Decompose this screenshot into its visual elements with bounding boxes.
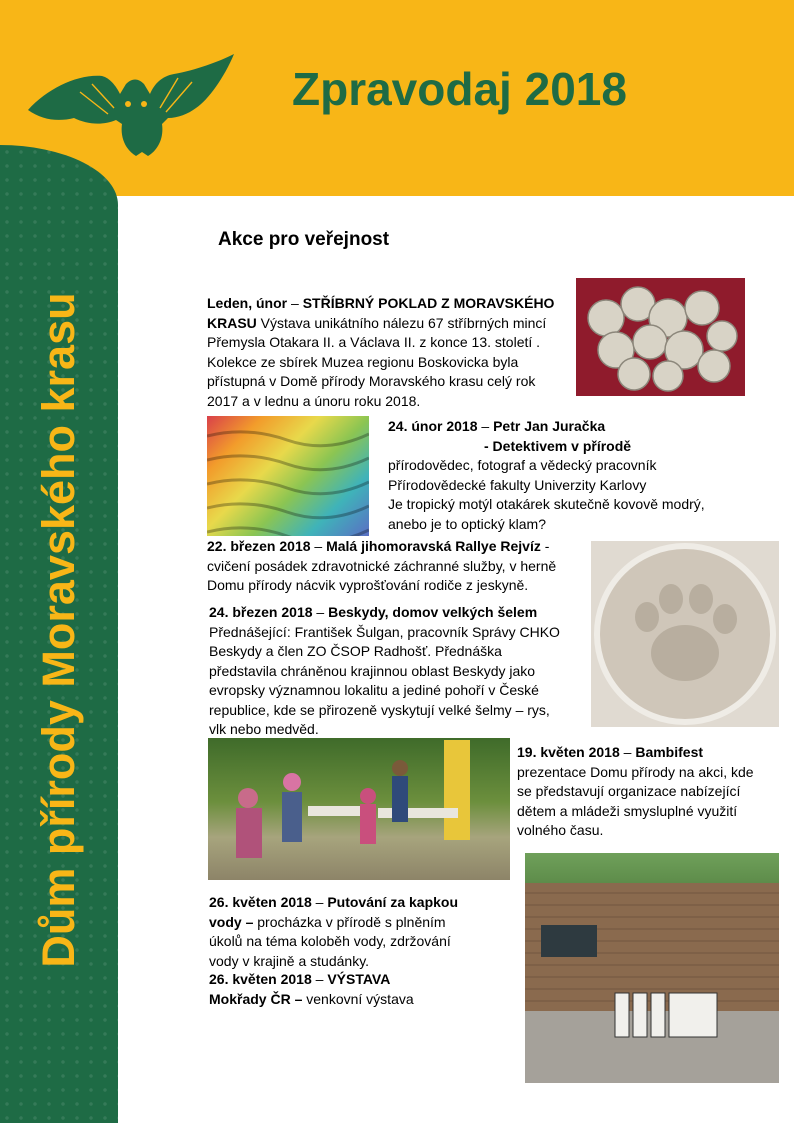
- event-5-date: 19. květen 2018: [517, 744, 620, 760]
- event-4-line: Přednášející: František Šulgan, pracovník Správy CHKO: [209, 623, 560, 640]
- event-1-line: Kolekce ze sbírek Muzea regionu Boskovicka byla: [207, 353, 519, 370]
- event-3-line: cvičení posádek zdravotnické záchranné služby, v herně: [207, 557, 557, 574]
- vertical-title: Dům přírody Moravského krasu: [33, 292, 84, 968]
- event-1-date: Leden, únor: [207, 295, 288, 311]
- event-1-line: Přemysla Otakara II. a Václava II. z konce 13. století .: [207, 334, 541, 350]
- event-1: Leden, únor – STŘÍBRNÝ POKLAD Z MORAVSKÉHO KRASU Výstava unikátního nálezu 67 stříbrných mincí Přemysla Otakara II. a Václava II. z konce 13. století . Kolekce ze sbírek Muzea regionu Boskovicka byla přístupná v Domě přírody Moravského krasu celý rok 2017 a v lednu a únoru roku 2018.: [207, 294, 577, 411]
- event-3-title: Malá jihomoravská Rallye Rejvíz: [326, 538, 541, 554]
- event-2-line: anebo je to optický klam?: [388, 515, 546, 532]
- event-6: 26. květen 2018 – Putování za kapkou vody – procházka v přírodě s plněním úkolů na téma koloběh vody, zdržování vody v krajině a studánky.: [209, 893, 519, 971]
- event-4-line: republice, kde se přirozeně vyskytují velké šelmy – rys,: [209, 701, 550, 718]
- event-2-line: přírodovědec, fotograf a vědecký pracovník: [388, 457, 657, 473]
- event-4-title: Beskydy, domov velkých šelem: [328, 604, 538, 620]
- event-6-date: 26. květen 2018: [209, 894, 312, 910]
- event-1-line: Výstava unikátního nálezu 67 stříbrných mincí: [260, 314, 547, 331]
- event-6-title-cont: vody –: [209, 913, 254, 930]
- event-4-line: představila chráněnou krajinnou oblast Beskydy jako: [209, 662, 536, 679]
- event-4-line: evropsky významnou lokalitu a jediné pohoří v České: [209, 682, 539, 698]
- event-5: 19. květen 2018 – Bambifest prezentace Domu přírody na akci, kde se představují organizace nabízející dětem a mládeži smysluplné využití volného času.: [517, 743, 787, 841]
- event-4: 24. březen 2018 – Beskydy, domov velkých šelem Přednášející: František Šulgan, pracovník Správy CHKO Beskydy a člen ZO ČSOP Radhošť. Přednáška představila chráněnou krajinnou oblast Beskydy jako evropsky významnou lokalitu a jediné pohoří v České republice, kde se přirozeně vyskytují velké šelmy – rys, vlk nebo medvěd.: [209, 603, 579, 740]
- event-4-line: Beskydy a člen ZO ČSOP Radhošť. Přednáška: [209, 643, 502, 659]
- paw-print-cast-photo: [591, 541, 779, 727]
- event-5-line: dětem a mládeži smysluplné využití: [517, 802, 738, 819]
- event-3: 22. březen 2018 – Malá jihomoravská Rallye Rejvíz - cvičení posádek zdravotnické záchranné služby, v herně Domu přírody nácvik vyprošťování rodiče z jeskyně.: [207, 537, 587, 596]
- event-7: 26. květen 2018 – VÝSTAVA Mokřady ČR – venkovní výstava: [209, 971, 414, 1007]
- page-title: Zpravodaj 2018: [292, 63, 627, 115]
- event-6-line: procházka v přírodě s plněním: [253, 913, 446, 930]
- section-heading: Akce pro veřejnost: [218, 229, 390, 250]
- event-7-title: VÝSTAVA: [327, 971, 391, 987]
- event-1-title-part: STŘÍBRNÝ POKLAD Z MORAVSKÉHO: [302, 295, 555, 311]
- bambifest-photo: [208, 738, 510, 880]
- event-7-title-cont: Mokřady ČR –: [209, 990, 303, 1007]
- event-3-line: Domu přírody nácvik vyprošťování rodiče z jeskyně.: [207, 577, 529, 593]
- event-2-title: Petr Jan Juračka: [493, 418, 606, 434]
- event-2: 24. únor 2018 – Petr Jan Juračka - Detektivem v přírodě přírodovědec, fotograf a vědecký pracovník Přírodovědecké fakulty Univerzity Karlovy Je tropický motýl otakárek skutečně kovově modrý, anebo je to optický klam?: [388, 417, 788, 534]
- event-6-line: vody v krajině a studánky.: [209, 952, 370, 969]
- event-7-line: venkovní výstava: [302, 990, 414, 1007]
- event-1-line: 2017 a v lednu a únoru roku 2018.: [207, 392, 421, 409]
- silver-coins-photo: [576, 278, 745, 396]
- event-5-title: Bambifest: [635, 744, 704, 760]
- nature-house-building-photo: [525, 853, 779, 1083]
- event-5-line: se představují organizace nabízející: [517, 783, 741, 799]
- event-2-date: 24. únor 2018: [388, 418, 478, 434]
- event-3-date: 22. březen 2018: [207, 538, 311, 554]
- butterfly-wing-photo: [207, 416, 369, 536]
- event-2-line: Je tropický motýl otakárek skutečně kovově modrý,: [388, 496, 705, 512]
- event-2-subtitle: - Detektivem v přírodě: [484, 437, 632, 454]
- event-6-title: Putování za kapkou: [327, 894, 459, 910]
- event-1-line: přístupná v Domě přírody Moravského krasu celý rok: [207, 373, 536, 389]
- bat-logo-icon: [28, 48, 234, 160]
- event-2-line: Přírodovědecké fakulty Univerzity Karlovy: [388, 476, 647, 493]
- event-6-line: úkolů na téma koloběh vody, zdržování: [209, 933, 451, 949]
- event-5-line: volného času.: [517, 822, 604, 838]
- event-5-line: prezentace Domu přírody na akci, kde: [517, 763, 754, 780]
- event-7-date: 26. květen 2018: [209, 971, 312, 987]
- event-4-line: vlk nebo medvěd.: [209, 721, 319, 737]
- event-4-date: 24. březen 2018: [209, 604, 313, 620]
